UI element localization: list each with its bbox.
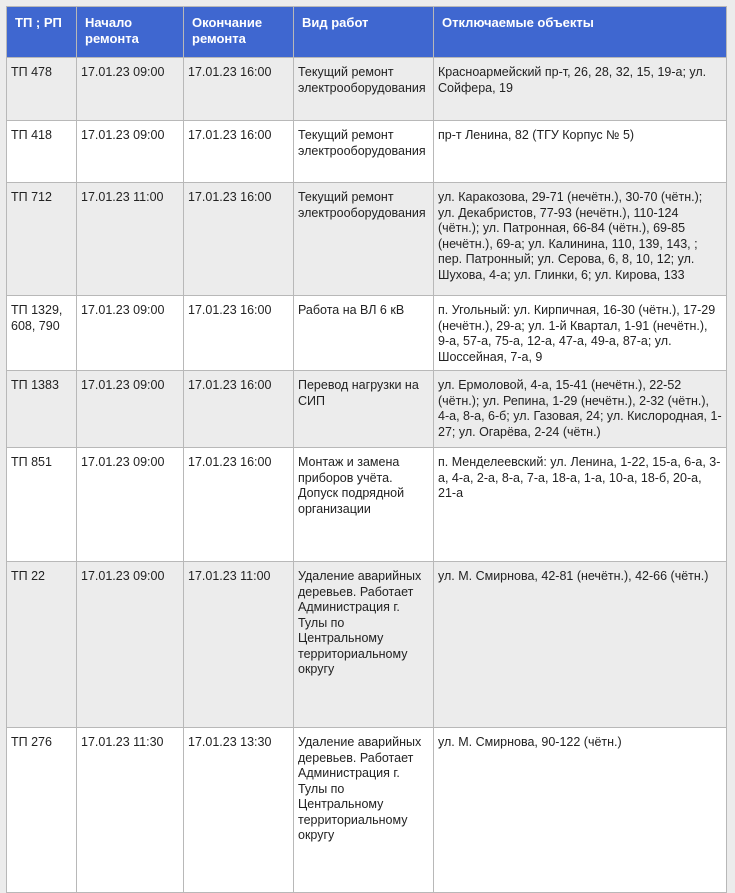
cell-work: Перевод нагрузки на СИП <box>294 371 434 448</box>
cell-end: 17.01.23 13:30 <box>184 728 294 893</box>
cell-work: Удаление аварийных деревьев. Работает Администрация г. Тулы по Центральному территориальному округу <box>294 728 434 893</box>
header-work: Вид работ <box>294 7 434 58</box>
cell-objects: ул. М. Смирнова, 42-81 (нечётн.), 42-66 (чётн.) <box>434 562 727 728</box>
cell-work: Работа на ВЛ 6 кВ <box>294 296 434 371</box>
cell-objects: ул. Ермоловой, 4-а, 15-41 (нечётн.), 22-52 (чётн.); ул. Репина, 1-29 (нечётн.), 2-32 (чётн.), 4-а, 8-а, 6-б; ул. Газовая, 24; ул. Кислородная, 1-27; ул. Огарёва, 2-24 (чётн.) <box>434 371 727 448</box>
table-row <box>7 728 727 893</box>
header-objects: Отключаемые объекты <box>434 7 727 58</box>
cell-end: 17.01.23 16:00 <box>184 296 294 371</box>
cell-start: 17.01.23 09:00 <box>77 58 184 121</box>
cell-objects: п. Угольный: ул. Кирпичная, 16-30 (чётн.), 17-29 (нечётн.), 29-а; ул. 1-й Квартал, 1-91 (нечётн.), 9-а, 57-а, 75-а, 12-а, 47-а, 49-а, 87-а; ул. Шоссейная, 7-а, 9 <box>434 296 727 371</box>
cell-objects: Красноармейский пр-т, 26, 28, 32, 15, 19-а; ул. Сойфера, 19 <box>434 58 727 121</box>
cell-end: 17.01.23 16:00 <box>184 58 294 121</box>
cell-start: 17.01.23 09:00 <box>77 448 184 562</box>
table-row <box>7 121 727 183</box>
cell-end: 17.01.23 16:00 <box>184 371 294 448</box>
cell-work: Монтаж и замена приборов учёта. Допуск подрядной организации <box>294 448 434 562</box>
table-header-row <box>7 7 727 58</box>
header-end: Окончание ремонта <box>184 7 294 58</box>
table-row <box>7 183 727 296</box>
cell-start: 17.01.23 11:00 <box>77 183 184 296</box>
outage-schedule <box>6 6 726 893</box>
cell-tp: ТП 712 <box>7 183 77 296</box>
cell-tp: ТП 418 <box>7 121 77 183</box>
cell-objects: ул. М. Смирнова, 90-122 (чётн.) <box>434 728 727 893</box>
cell-tp: ТП 276 <box>7 728 77 893</box>
cell-end: 17.01.23 16:00 <box>184 183 294 296</box>
table-row <box>7 371 727 448</box>
table-row <box>7 58 727 121</box>
cell-tp: ТП 851 <box>7 448 77 562</box>
cell-work: Текущий ремонт электрооборудования <box>294 58 434 121</box>
cell-end: 17.01.23 11:00 <box>184 562 294 728</box>
cell-tp: ТП 1329, 608, 790 <box>7 296 77 371</box>
cell-objects: ул. Каракозова, 29-71 (нечётн.), 30-70 (чётн.); ул. Декабристов, 77-93 (нечётн.), 110-124 (чётн.); ул. Патронная, 66-84 (чётн.), 69-85 (нечётн.), 69-а; ул. Калинина, 110, 139, 143, ; пер. Патронный; ул. Серова, 6, 8, 10, 12; ул. Шухова, 4-а; ул. Глинки, 6; ул. Кирова, 133 <box>434 183 727 296</box>
cell-tp: ТП 478 <box>7 58 77 121</box>
cell-start: 17.01.23 09:00 <box>77 296 184 371</box>
cell-objects: пр-т Ленина, 82 (ТГУ Корпус № 5) <box>434 121 727 183</box>
outage-table <box>6 6 727 893</box>
cell-tp: ТП 1383 <box>7 371 77 448</box>
cell-work: Текущий ремонт электрооборудования <box>294 183 434 296</box>
cell-tp: ТП 22 <box>7 562 77 728</box>
cell-work: Текущий ремонт электрооборудования <box>294 121 434 183</box>
cell-start: 17.01.23 11:30 <box>77 728 184 893</box>
cell-start: 17.01.23 09:00 <box>77 371 184 448</box>
header-tp: ТП ; РП <box>7 7 77 58</box>
table-row <box>7 562 727 728</box>
cell-start: 17.01.23 09:00 <box>77 121 184 183</box>
cell-end: 17.01.23 16:00 <box>184 448 294 562</box>
table-row <box>7 448 727 562</box>
cell-start: 17.01.23 09:00 <box>77 562 184 728</box>
table-row <box>7 296 727 371</box>
cell-work: Удаление аварийных деревьев. Работает Администрация г. Тулы по Центральному территориальному округу <box>294 562 434 728</box>
header-start: Начало ремонта <box>77 7 184 58</box>
cell-end: 17.01.23 16:00 <box>184 121 294 183</box>
cell-objects: п. Менделеевский: ул. Ленина, 1-22, 15-а, 6-а, 3-а, 4-а, 2-а, 8-а, 7-а, 18-а, 1-а, 10-а, 18-б, 20-а, 21-а <box>434 448 727 562</box>
